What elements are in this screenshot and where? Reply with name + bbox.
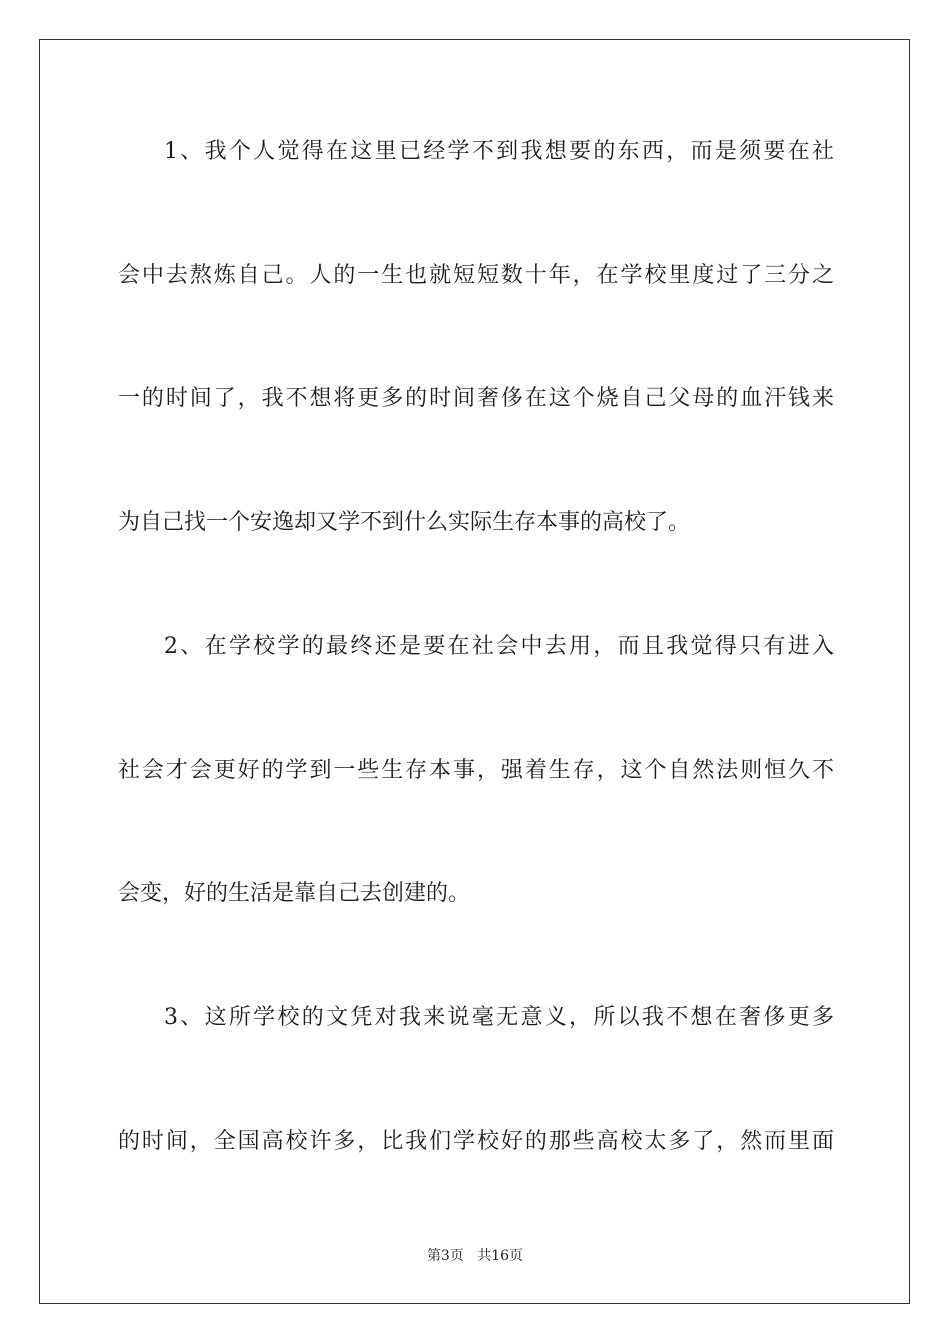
- page-number: 第3页: [426, 1248, 464, 1264]
- paragraph-2-line-2: 社会才会更好的学到一些生存本事，强着生存，这个自然法则恒久不: [118, 758, 834, 783]
- page-footer: [0, 1246, 950, 1266]
- paragraph-1-line-2: 会中去熬炼自己。人的一生也就短短数十年，在学校里度过了三分之: [118, 263, 834, 288]
- paragraph-2-line-1: 2、在学校学的最终还是要在社会中去用，而且我觉得只有进入: [164, 634, 834, 659]
- paragraph-1-line-1: 1、我个人觉得在这里已经学不到我想要的东西，而是须要在社: [164, 139, 834, 164]
- paragraph-1-line-4: 为自己找一个安逸却又学不到什么实际生存本事的高校了。: [118, 510, 691, 535]
- paragraph-3-line-1: 3、这所学校的文凭对我来说毫无意义，所以我不想在奢侈更多: [164, 1005, 834, 1030]
- paragraph-1-line-3: 一的时间了，我不想将更多的时间奢侈在这个烧自己父母的血汗钱来: [118, 386, 834, 411]
- page-border: [39, 39, 910, 1304]
- page-total: 共16页: [477, 1248, 524, 1264]
- paragraph-3-line-2: 的时间，全国高校许多，比我们学校好的那些高校太多了，然而里面: [118, 1129, 834, 1154]
- paragraph-2-line-3: 会变，好的生活是靠自己去创建的。: [118, 881, 471, 906]
